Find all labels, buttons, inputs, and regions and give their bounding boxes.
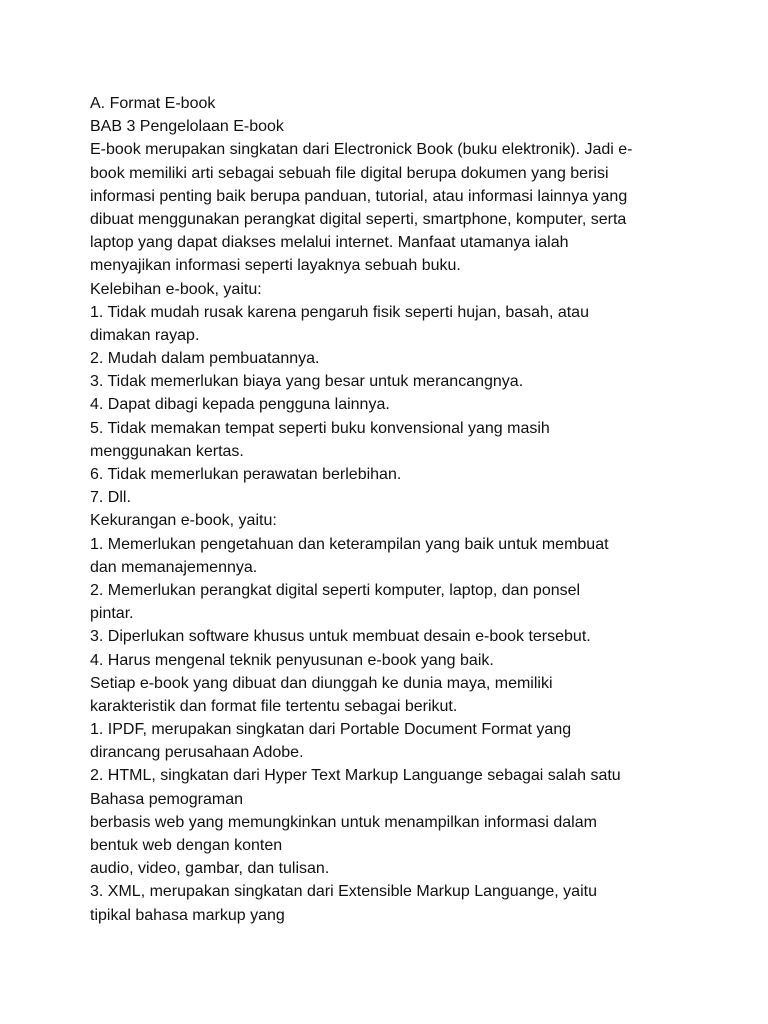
paragraph-line: E-book merupakan singkatan dari Electronick Book (buku elektronik). Jadi e- (90, 141, 633, 159)
list-item: 4. Harus mengenal teknik penyusunan e-book yang baik. (90, 651, 494, 669)
list-item-continuation: pintar. (90, 605, 134, 623)
list-item: 3. Tidak memerlukan biaya yang besar untuk merancangnya. (90, 373, 524, 391)
list-item: 6. Tidak memerlukan perawatan berlebihan. (90, 466, 402, 483)
paragraph-line: Setiap e-book yang dibuat dan diunggah ke dunia maya, memiliki (90, 674, 553, 692)
list-item-continuation: dan memanajemennya. (90, 558, 258, 576)
document-body (90, 92, 690, 927)
paragraph-line: book memiliki arti sebagai sebuah file digital berupa dokumen yang berisi (90, 164, 609, 182)
list-item: 1. Tidak mudah rusak karena pengaruh fisik seperti hujan, basah, atau (90, 303, 589, 321)
list-item: 4. Dapat dibagi kepada pengguna lainnya. (90, 396, 390, 414)
list-item-continuation: berbasis web yang memungkinkan untuk menampilkan informasi dalam (90, 813, 597, 831)
list-item-continuation: Bahasa pemograman (90, 790, 243, 808)
paragraph-line: karakteristik dan format file tertentu sebagai berikut. (90, 697, 458, 715)
list-item: 7. Dll. (90, 489, 131, 507)
list-item: 2. Mudah dalam pembuatannya. (90, 350, 320, 368)
advantages-heading: Kelebihan e-book, yaitu: (90, 280, 262, 298)
disadvantages-heading: Kekurangan e-book, yaitu: (90, 512, 277, 530)
list-item-continuation: bentuk web dengan konten (90, 837, 283, 854)
list-item: 5. Tidak memakan tempat seperti buku konvensional yang masih (90, 419, 550, 437)
list-item-continuation: tipikal bahasa markup yang (90, 906, 285, 924)
list-item-continuation: menggunakan kertas. (90, 442, 244, 460)
list-item: 2. Memerlukan perangkat digital seperti komputer, laptop, dan ponsel (90, 581, 581, 599)
list-item: 1. IPDF, merupakan singkatan dari Portable Document Format yang (90, 721, 572, 739)
paragraph-line: laptop yang dapat diakses melalui internet. Manfaat utamanya ialah (90, 234, 569, 252)
list-item-continuation: dirancang perusahaan Adobe. (90, 744, 304, 762)
list-item-continuation: audio, video, gambar, dan tulisan. (90, 860, 330, 878)
paragraph-line: informasi penting baik berupa panduan, tutorial, atau informasi lainnya yang (90, 187, 628, 205)
list-item: 3. Diperlukan software khusus untuk membuat desain e-book tersebut. (90, 628, 591, 646)
list-item: 2. HTML, singkatan dari Hyper Text Markup Languange sebagai salah satu (90, 767, 621, 785)
list-item: 3. XML, merupakan singkatan dari Extensible Markup Languange, yaitu (90, 883, 597, 901)
list-item: 1. Memerlukan pengetahuan dan keterampilan yang baik untuk membuat (90, 535, 609, 553)
list-item-continuation: dimakan rayap. (90, 326, 200, 344)
chapter-heading: BAB 3 Pengelolaan E-book (90, 118, 284, 136)
paragraph-line: dibuat menggunakan perangkat digital seperti, smartphone, komputer, serta (90, 210, 627, 228)
section-heading: A. Format E-book (90, 95, 216, 112)
paragraph-line: menyajikan informasi seperti layaknya sebuah buku. (90, 257, 461, 275)
